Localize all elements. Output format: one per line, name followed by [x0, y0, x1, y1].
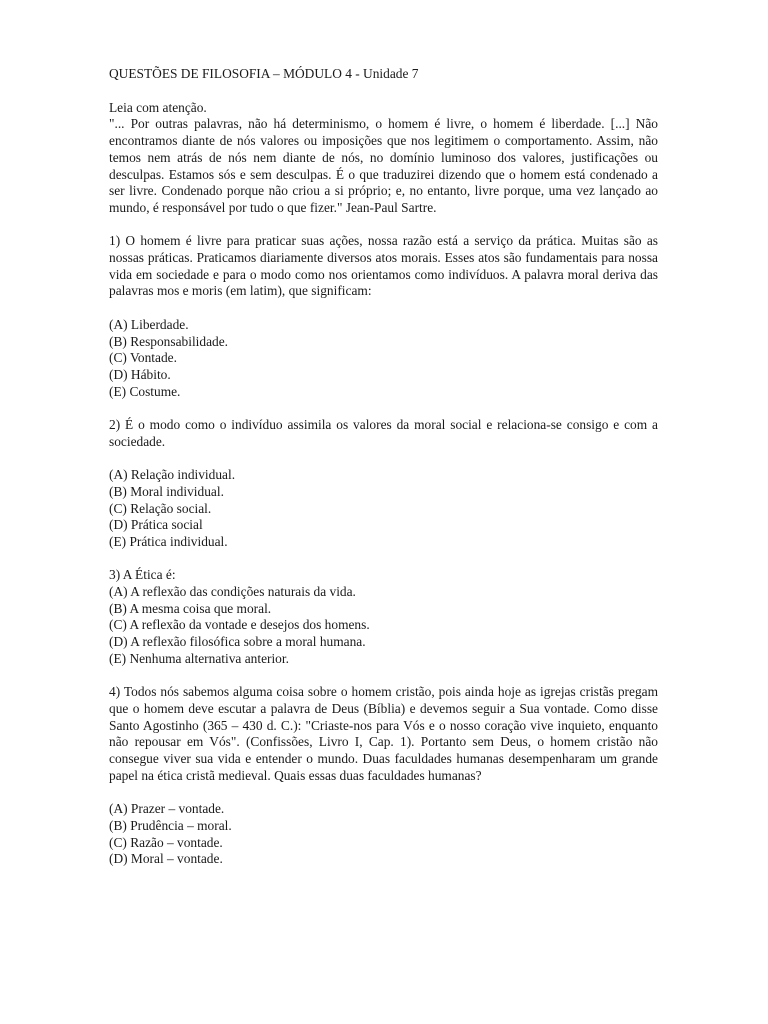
question-1-option-e: (E) Costume.: [109, 383, 181, 399]
question-4-option-b: (B) Prudência – moral.: [109, 817, 232, 833]
question-1-option-d: (D) Hábito.: [109, 366, 171, 382]
document-body: [109, 66, 658, 868]
question-4-option-d: (D) Moral – vontade.: [109, 851, 223, 867]
question-4: [109, 684, 658, 868]
question-4-option-c: (C) Razão – vontade.: [109, 834, 223, 850]
question-2-option-c: (C) Relação social.: [109, 500, 212, 516]
question-3-option-b: (B) A mesma coisa que moral.: [109, 600, 272, 616]
intro-quote: "... Por outras palavras, não há determinismo, o homem é livre, o homem é liberdade. [...] Não encontramos diante de nós valores ou imposições que nos legitimem o comportamento. Assim, não temos nem atrás de nós nem diante de nós, no domínio luminoso dos valores, justificações ou desculpas. Estamos sós e sem desculpas. É o que traduzirei dizendo que o homem está condenado a ser livre. Condenado porque não criou a si próprio; e, no entanto, livre porque, uma vez lançado ao mundo, é responsável por tudo o que fizer." Jean-Paul Sartre.: [109, 116, 658, 215]
question-1-option-c: (C) Vontade.: [109, 350, 177, 366]
question-3-option-a: (A) A reflexão das condições naturais da vida.: [109, 584, 356, 600]
question-3: [109, 567, 658, 667]
intro-lead: Leia com atenção.: [109, 99, 207, 115]
question-3-text: 3) A Ética é:: [109, 567, 176, 583]
question-3-option-c: (C) A reflexão da vontade e desejos dos homens.: [109, 617, 370, 633]
question-2-option-d: (D) Prática social: [109, 517, 203, 533]
question-3-option-d: (D) A reflexão filosófica sobre a moral humana.: [109, 634, 366, 650]
question-1: [109, 233, 658, 400]
question-2-option-b: (B) Moral individual.: [109, 483, 224, 499]
question-2: [109, 417, 658, 551]
question-2-text: 2) É o modo como o indivíduo assimila os valores da moral social e relaciona-se consigo e com a sociedade.: [109, 417, 658, 449]
question-1-text: 1) O homem é livre para praticar suas ações, nossa razão está a serviço da prática. Muitas são as nossas práticas. Praticamos diariamente diversos atos morais. Esses atos são fundamentais para nossa vida em sociedade e para o modo como nos orientamos como indivíduos. A palavra moral deriva das palavras mos e moris (em latim), que significam:: [109, 233, 658, 299]
question-2-option-a: (A) Relação individual.: [109, 467, 236, 483]
question-3-option-e: (E) Nenhuma alternativa anterior.: [109, 650, 289, 666]
question-1-option-a: (A) Liberdade.: [109, 316, 189, 332]
page-title: QUESTÕES DE FILOSOFIA – MÓDULO 4 - Unidade 7: [109, 66, 419, 81]
question-1-option-b: (B) Responsabilidade.: [109, 333, 229, 349]
question-4-option-a: (A) Prazer – vontade.: [109, 801, 225, 817]
question-4-text: 4) Todos nós sabemos alguma coisa sobre o homem cristão, pois ainda hoje as igrejas cristãs pregam que o homem deve escutar a palavra de Deus (Bíblia) e devemos seguir a Sua vontade. Como disse Santo Agostinho (365 – 430 d. C.): "Criaste-nos para Vós e o nosso coração vive inquieto, enquanto não repousar em Vós". (Confissões, Livro I, Cap. 1). Portanto sem Deus, o homem cristão não consegue viver sua vida e entender o mundo. Duas faculdades humanas desempenharam um grande papel na ética cristã medieval. Quais essas duas faculdades humanas?: [109, 684, 658, 783]
question-2-option-e: (E) Prática individual.: [109, 533, 228, 549]
